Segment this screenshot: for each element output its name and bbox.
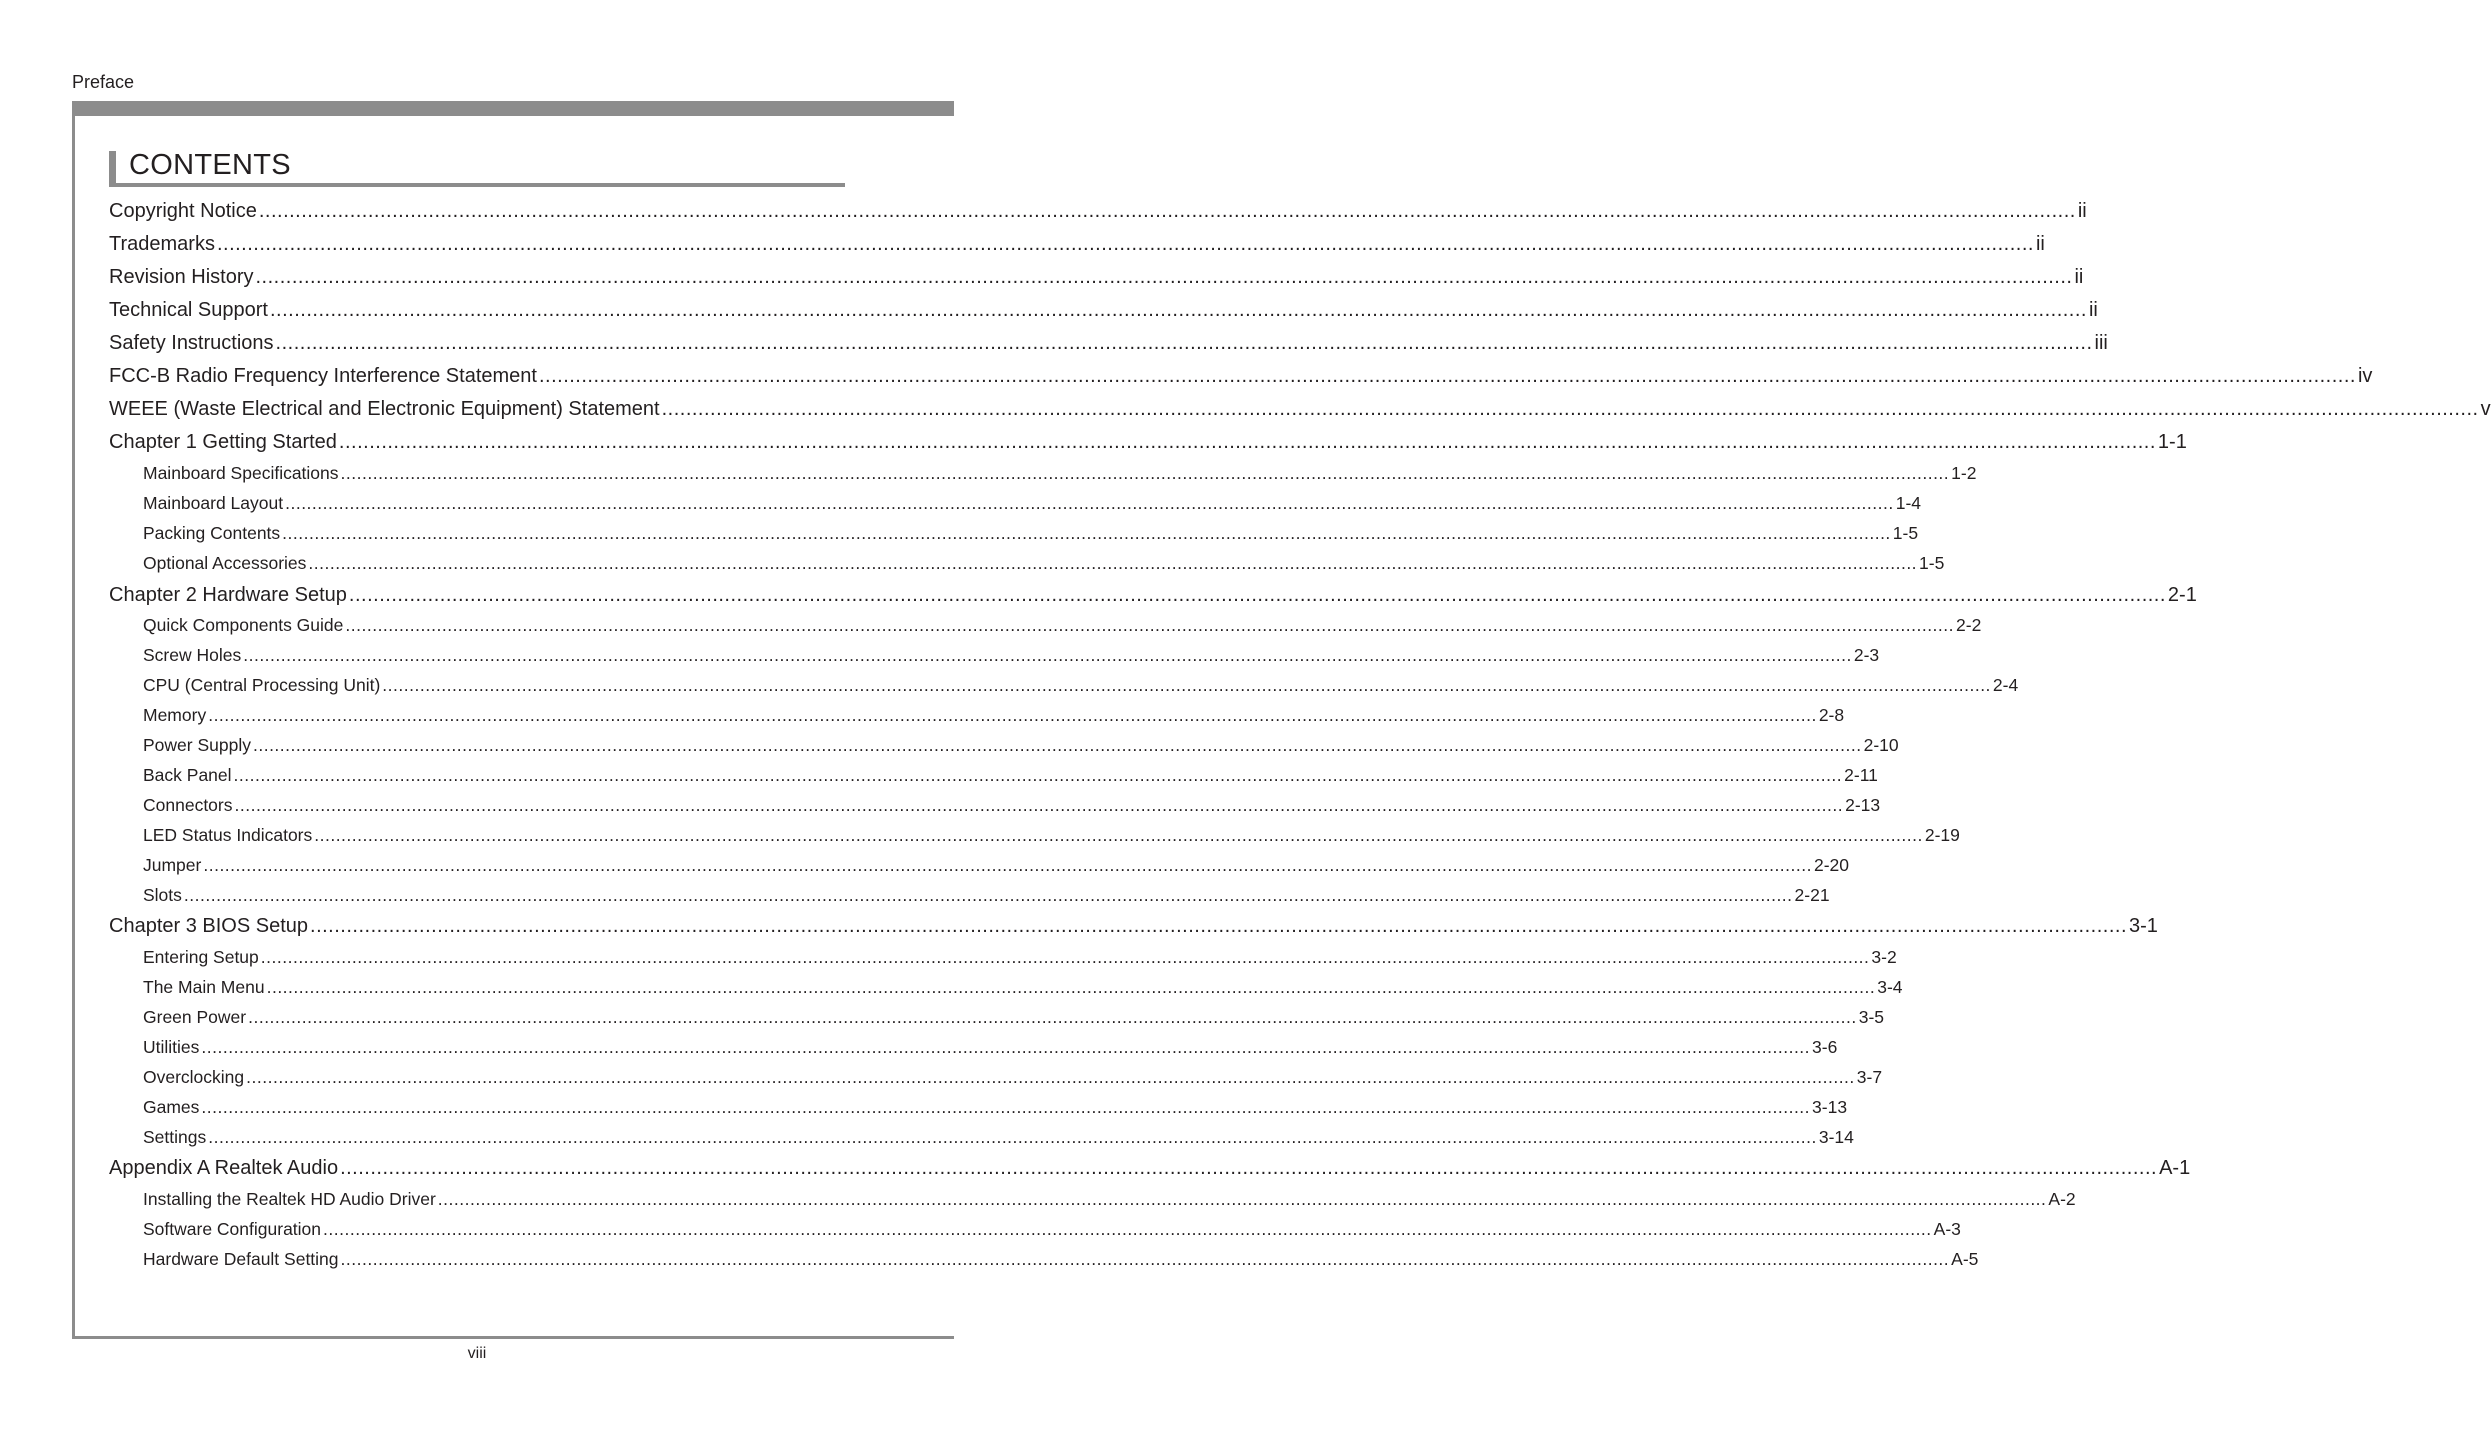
toc-dot-leader: ............................................................................................................................................................................................................................................................................................................ [234, 795, 1844, 815]
toc-section-entry[interactable] [143, 645, 1880, 669]
toc-entry-title: LED Status Indicators [143, 825, 313, 845]
toc-entry-title: Utilities [143, 1037, 200, 1057]
toc-entry-title: Copyright Notice [109, 200, 257, 222]
toc-entry-page: iii [2094, 332, 2108, 354]
toc-entry-page: A-2 [2048, 1189, 2076, 1209]
toc-section-entry[interactable] [143, 493, 1922, 517]
toc-dot-leader: ............................................................................................................................................................................................................................................................................................................ [285, 493, 1894, 513]
toc-entry-page: 2-10 [1863, 735, 1899, 755]
toc-entry-page: 1-5 [1892, 523, 1919, 543]
toc-entry-title: Appendix A Realtek Audio [109, 1157, 339, 1179]
toc-entry-title: Installing the Realtek HD Audio Driver [143, 1189, 436, 1209]
toc-dot-leader: ............................................................................................................................................................................................................................................................................................................ [308, 553, 1918, 573]
toc-dot-leader: ............................................................................................................................................................................................................................................................................................................ [208, 1127, 1817, 1147]
toc-dot-leader: ............................................................................................................................................................................................................................................................................................................ [310, 915, 2128, 937]
toc-entry-page: A-3 [1933, 1219, 1961, 1239]
toc-dot-leader: ............................................................................................................................................................................................................................................................................................................ [348, 584, 2166, 606]
toc-dot-leader: ............................................................................................................................................................................................................................................................................................................ [216, 233, 2034, 255]
toc-entry-page: ii [2074, 266, 2084, 288]
toc-entry-page: ii [2088, 299, 2098, 321]
toc-section-entry[interactable] [143, 675, 2019, 699]
toc-chapter-entry[interactable] [109, 266, 2084, 294]
toc-entry-page: 3-14 [1818, 1127, 1854, 1147]
toc-section-entry[interactable] [143, 553, 1945, 577]
toc-entry-title: Chapter 2 Hardware Setup [109, 584, 347, 606]
contents-heading-underline [109, 183, 845, 187]
toc-entry-title: Chapter 1 Getting Started [109, 431, 337, 453]
toc-dot-leader: ............................................................................................................................................................................................................................................................................................................ [233, 765, 1843, 785]
toc-entry-page: 1-1 [2157, 431, 2187, 453]
toc-entry-page: ii [2035, 233, 2045, 255]
toc-entry-page: 2-19 [1924, 825, 1960, 845]
toc-entry-title: Connectors [143, 795, 233, 815]
toc-dot-leader: ............................................................................................................................................................................................................................................................................................................ [340, 1249, 1950, 1269]
left-margin-rule [72, 101, 75, 1339]
toc-entry-title: Power Supply [143, 735, 251, 755]
toc-entry-page: iv [2357, 365, 2373, 387]
toc-section-entry[interactable] [143, 1249, 1979, 1273]
toc-entry-title: Mainboard Layout [143, 493, 284, 513]
toc-dot-leader: ............................................................................................................................................................................................................................................................................................................ [260, 947, 1870, 967]
page-number: viii [467, 1345, 487, 1362]
header-band [72, 101, 954, 116]
toc-entry-title: Back Panel [143, 765, 232, 785]
toc-entry-page: 2-8 [1818, 705, 1845, 725]
toc-chapter-entry[interactable] [109, 332, 2108, 360]
toc-entry-page: A-1 [2159, 1157, 2191, 1179]
toc-entry-title: The Main Menu [143, 977, 265, 997]
toc-dot-leader: ............................................................................................................................................................................................................................................................................................................ [661, 398, 2479, 420]
toc-dot-leader: ............................................................................................................................................................................................................................................................................................................ [201, 1097, 1811, 1117]
toc-section-entry[interactable] [143, 615, 1982, 639]
toc-dot-leader: ............................................................................................................................................................................................................................................................................................................ [246, 1067, 1855, 1087]
toc-dot-leader: ............................................................................................................................................................................................................................................................................................................ [282, 523, 1891, 543]
toc-entry-title: Slots [143, 885, 182, 905]
toc-dot-leader: ............................................................................................................................................................................................................................................................................................................ [243, 645, 1852, 665]
toc-entry-title: Safety Instructions [109, 332, 274, 354]
toc-entry-title: FCC-B Radio Frequency Interference Statement [109, 365, 537, 387]
toc-entry-page: 3-13 [1812, 1097, 1848, 1117]
toc-entry-title: Trademarks [109, 233, 215, 255]
toc-entry-title: Mainboard Specifications [143, 463, 339, 483]
toc-section-entry[interactable] [143, 947, 1897, 971]
toc-dot-leader: ............................................................................................................................................................................................................................................................................................................ [314, 825, 1923, 845]
toc-chapter-entry[interactable] [109, 398, 2491, 426]
toc-dot-leader: ............................................................................................................................................................................................................................................................................................................ [255, 266, 2073, 288]
toc-dot-leader: ............................................................................................................................................................................................................................................................................................................ [538, 365, 2356, 387]
toc-entry-title: Quick Components Guide [143, 615, 344, 635]
toc-dot-leader: ............................................................................................................................................................................................................................................................................................................ [201, 1037, 1811, 1057]
toc-entry-page: 2-13 [1845, 795, 1881, 815]
toc-entry-title: Chapter 3 BIOS Setup [109, 915, 309, 937]
toc-entry-page: 1-2 [1951, 463, 1977, 483]
toc-dot-leader: ............................................................................................................................................................................................................................................................................................................ [203, 855, 1812, 875]
toc-section-entry[interactable] [143, 523, 1919, 547]
toc-entry-page: 1-5 [1919, 553, 1945, 573]
toc-entry-page: 3-1 [2129, 915, 2158, 937]
toc-entry-page: 2-1 [2167, 584, 2197, 606]
toc-section-entry[interactable] [143, 765, 1878, 789]
toc-dot-leader: ............................................................................................................................................................................................................................................................................................................ [266, 977, 1876, 997]
toc-entry-title: Optional Accessories [143, 553, 307, 573]
toc-entry-title: CPU (Central Processing Unit) [143, 675, 381, 695]
toc-chapter-entry[interactable] [109, 431, 2187, 459]
toc-entry-title: Hardware Default Setting [143, 1249, 339, 1269]
toc-chapter-entry[interactable] [109, 365, 2373, 393]
toc-section-entry[interactable] [143, 977, 1903, 1001]
toc-section-entry[interactable] [143, 1219, 1961, 1243]
toc-dot-leader: ............................................................................................................................................................................................................................................................................................................ [269, 299, 2087, 321]
toc-section-entry[interactable] [143, 1127, 1854, 1151]
toc-dot-leader: ............................................................................................................................................................................................................................................................................................................ [340, 1157, 2158, 1179]
toc-entry-title: Screw Holes [143, 645, 242, 665]
toc-entry-title: Entering Setup [143, 947, 259, 967]
toc-section-entry[interactable] [143, 1007, 1885, 1031]
toc-entry-page: 3-4 [1877, 977, 1903, 997]
toc-entry-page: 1-4 [1895, 493, 1922, 513]
toc-section-entry[interactable] [143, 1037, 1838, 1061]
toc-dot-leader: ............................................................................................................................................................................................................................................................................................................ [338, 431, 2156, 453]
toc-entry-page: 2-21 [1794, 885, 1830, 905]
toc-dot-leader: ............................................................................................................................................................................................................................................................................................................ [248, 1007, 1857, 1027]
toc-section-entry[interactable] [143, 825, 1960, 849]
toc-entry-page: A-5 [1951, 1249, 1979, 1269]
toc-dot-leader: ............................................................................................................................................................................................................................................................................................................ [437, 1189, 2047, 1209]
toc-entry-title: WEEE (Waste Electrical and Electronic Equipment) Statement [109, 398, 660, 420]
toc-chapter-entry[interactable] [109, 299, 2098, 327]
toc-dot-leader: ............................................................................................................................................................................................................................................................................................................ [258, 200, 2076, 222]
toc-entry-page: 3-6 [1812, 1037, 1838, 1057]
toc-section-entry[interactable] [143, 1067, 1883, 1091]
toc-entry-title: Memory [143, 705, 207, 725]
toc-entry-page: 2-11 [1844, 765, 1878, 785]
toc-entry-page: 2-20 [1813, 855, 1850, 875]
toc-dot-leader: ............................................................................................................................................................................................................................................................................................................ [183, 885, 1793, 905]
toc-entry-page: 2-3 [1853, 645, 1880, 665]
toc-section-entry[interactable] [143, 705, 1845, 729]
toc-dot-leader: ............................................................................................................................................................................................................................................................................................................ [275, 332, 2093, 354]
toc-chapter-entry[interactable] [109, 915, 2158, 943]
toc-entry-title: Overclocking [143, 1067, 245, 1087]
toc-dot-leader: ............................................................................................................................................................................................................................................................................................................ [252, 735, 1862, 755]
toc-chapter-entry[interactable] [109, 584, 2197, 612]
toc-entry-page: ii [2077, 200, 2087, 222]
toc-entry-title: Revision History [109, 266, 254, 288]
toc-chapter-entry[interactable] [109, 200, 2087, 228]
toc-dot-leader: ............................................................................................................................................................................................................................................................................................................ [340, 463, 1950, 483]
toc-dot-leader: ............................................................................................................................................................................................................................................................................................................ [382, 675, 1991, 695]
toc-dot-leader: ............................................................................................................................................................................................................................................................................................................ [323, 1219, 1932, 1239]
toc-entry-title: Jumper [143, 855, 202, 875]
toc-section-entry[interactable] [143, 855, 1850, 879]
bottom-rule [72, 1336, 954, 1339]
preface-label: Preface [72, 72, 135, 92]
toc-section-entry[interactable] [143, 795, 1881, 819]
toc-entry-title: Settings [143, 1127, 207, 1147]
toc-section-entry[interactable] [143, 735, 1899, 759]
toc-entry-page: 3-2 [1871, 947, 1897, 967]
toc-entry-page: 3-5 [1858, 1007, 1885, 1027]
toc-entry-page: 3-7 [1856, 1067, 1883, 1087]
toc-entry-title: Software Configuration [143, 1219, 322, 1239]
toc-entry-title: Green Power [143, 1007, 247, 1027]
toc-entry-page: 2-4 [1992, 675, 2019, 695]
page-title: CONTENTS [129, 149, 291, 181]
toc-section-entry[interactable] [143, 463, 1977, 487]
toc-section-entry[interactable] [143, 885, 1830, 909]
toc-entry-title: Games [143, 1097, 200, 1117]
toc-section-entry[interactable] [143, 1097, 1848, 1121]
toc-chapter-entry[interactable] [109, 1157, 2191, 1185]
toc-entry-page: 2-2 [1956, 615, 1982, 635]
toc-dot-leader: ............................................................................................................................................................................................................................................................................................................ [208, 705, 1817, 725]
contents-heading-bar [109, 151, 116, 187]
toc-chapter-entry[interactable] [109, 233, 2045, 261]
toc-section-entry[interactable] [143, 1189, 2076, 1213]
toc-entry-title: Packing Contents [143, 523, 281, 543]
toc-entry-title: Technical Support [109, 299, 268, 321]
toc-dot-leader: ............................................................................................................................................................................................................................................................................................................ [345, 615, 1955, 635]
toc-entry-page: v [2480, 398, 2491, 420]
